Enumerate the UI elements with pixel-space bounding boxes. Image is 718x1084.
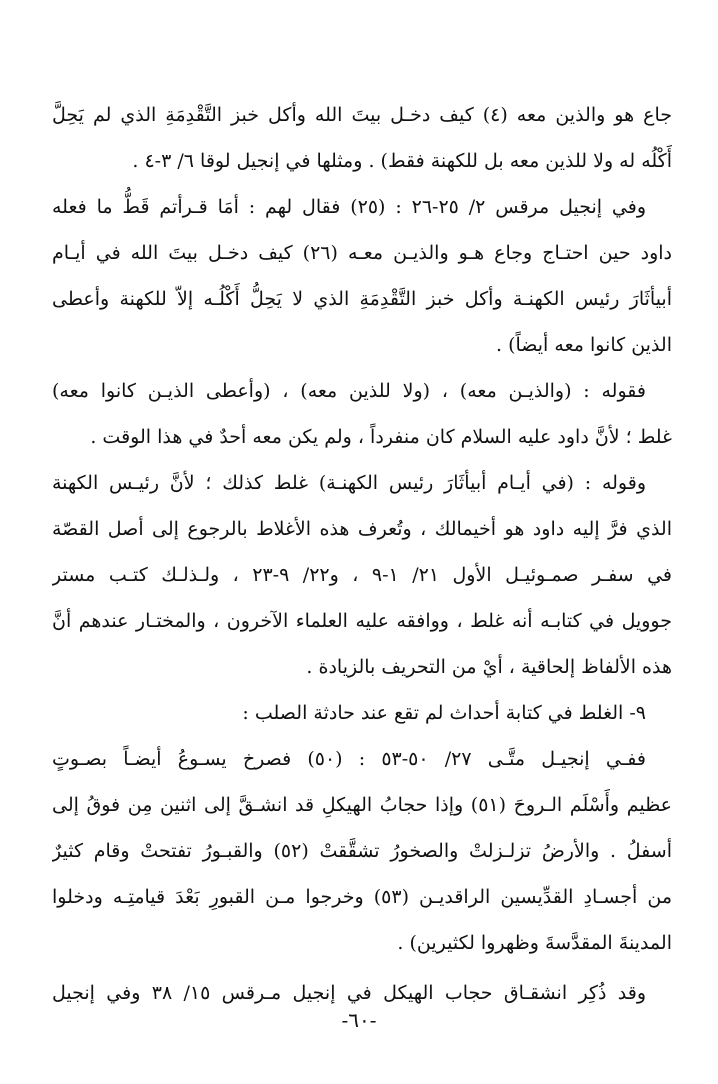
text-line: من أجسـادِ القدِّيسين الراقديـن (٥٣) وخرجوا مـن القبورِ بَعْدَ قيامتِـه ودخلوا [52,886,672,908]
text-line: داود حين احتـاج وجاع هـو والذيـن معـه (٢٦) كيف دخـل بيتَ الله في أيـام [52,242,672,264]
text-line: جاع هو والذين معه (٤) كيف دخـل بيتَ الله وأكل خبز التَّقْدِمَةِ الذي لم يَحِلَّ [52,104,672,126]
text-line: أسفلُ . والأرضُ تزلـزلتْ والصخورُ تشقَّقتْ (٥٢) والقبـورُ تفتحتْ وقام كثيرٌ [52,840,672,862]
text-line: الذين كانوا معه أيضاً) . [496,334,672,356]
body-text [52,92,672,1016]
text-line: أَكْلُه له ولا للذين معه بل للكهنة فقط) . ومثلها في إنجيل لوقا ٦/ ٣-٤ . [132,150,672,172]
text-line: وقوله : (في أيـام أبيأثَارَ رئيس الكهنـة) غلط كذلك ؛ لأنَّ رئيـس الكهنة [52,472,646,494]
text-line: أبيأثَارَ رئيس الكهنـة وأكل خبز التَّقْدِمَةِ الذي لا يَحِلُّ أَكْلُـه إلاّ للكهنة وأعطى [52,288,672,310]
text-line: ففـي إنجيـل متَّـى ٢٧/ ٥٠-٥٣ : (٥٠) فصرخ يسـوعُ أيضـاً بصـوتٍ [52,748,646,770]
text-line: غلط ؛ لأنَّ داود عليه السلام كان منفرداً ، ولم يكن معه أحدٌ في هذا الوقت . [90,426,672,448]
text-line: الذي فرَّ إليه داود هو أخيمالك ، وتُعرف هذه الأغلاط بالرجوع إلى أصل القصّة [52,518,672,540]
text-line: جوويل في كتابـه أنه غلط ، ووافقه عليه العلماء الآخرون ، والمختـار عندهم أنَّ [52,610,672,632]
text-line: فقوله : (والذيـن معه) ، (ولا للذين معه) ، (وأعطى الذيـن كانوا معه) [52,380,646,402]
text-line: المدينةَ المقدَّسةَ وظهروا لكثيرين) . [397,932,672,954]
page-number: -٦٠- [341,1008,377,1032]
section-heading: ٩- الغلط في كتابة أحداث لم تقع عند حادثة الصلب : [242,702,646,724]
text-line: وقد ذُكِر انشقـاق حجاب الهيكل في إنجيل مـرقس ١٥/ ٣٨ وفي إنجيل [52,982,646,1004]
text-line: وفي إنجيل مرقس ٢/ ٢٥-٢٦ : (٢٥) فقال لهم : أمَا قـرأتم قَطُّ ما فعله [52,196,646,218]
text-line: في سفـر صمـوئيـل الأول ٢١/ ١-٩ ، و٢٢/ ٩-٢٣ ، ولـذلـك كتـب مستر [52,564,672,586]
text-line: عظيم وأَسْلَم الـروحَ (٥١) وإذا حجابُ الهيكلِ قد انشـقَّ إلى اثنين مِن فوقُ إلى [52,794,672,816]
text-line: هذه الألفاظ إلحاقية ، أيْ من التحريف بالزيادة . [306,656,672,678]
